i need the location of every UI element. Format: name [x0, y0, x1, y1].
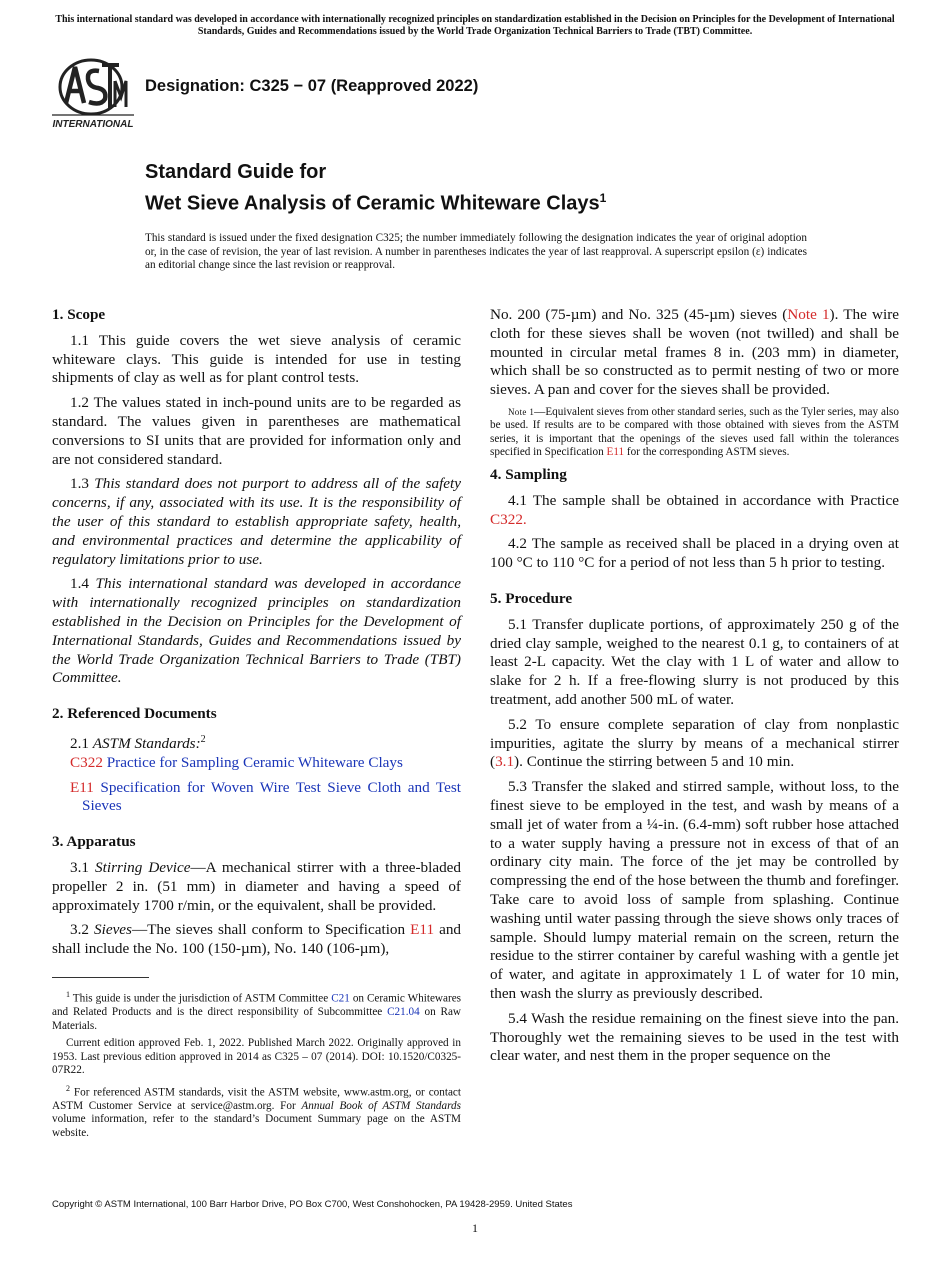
footnote-edition: Current edition approved Feb. 1, 2022. Published March 2022. Originally approved in 1953. Last previous edition approved in 2014 as C325 – 07 (2014). DOI: 10.1520/C0325-07R22.: [52, 1037, 461, 1077]
paragraph-5-2: 5.2 To ensure complete separation of clay from nonplastic impurities, agitate the slurry by means of a mechanical stirrer (3.1). Continue the stirring between 5 and 10 min.: [490, 715, 899, 771]
paragraph-1-3: 1.3 This standard does not purport to address all of the safety concerns, if any, associated with its use. It is the responsibility of the user of this standard to establish appropriate safety, health, and environmental practices and determine the applicability of regulatory limitations prior to use.: [52, 475, 461, 568]
footnote-1: $^1$ This guide is under the jurisdiction of ASTM Committee C21 on Ceramic Whitewares and Related Products and is the direct responsibility of Subcommittee C21.04 on Raw Materials.: [52, 990, 462, 1032]
note-1: Note 1—Equivalent sieves from other standard series, such as the Tyler series, may also be used. If results are to be compared with those obtained with sieves from the ASTM series, it is important that the openings of the sieves used fall within the tolerances specified in Specification E11 for the corresponding ASTM sieves.: [490, 405, 899, 459]
footnotes: [52, 988, 461, 1144]
reference-e11[interactable]: E11 Specification for Woven Wire Test Sieve Cloth and Test Sieves: [70, 778, 461, 815]
left-column: [52, 306, 461, 965]
link-c21-04[interactable]: C21.04: [387, 1006, 420, 1019]
paragraph-1-2: 1.2 The values stated in inch-pound units are to be regarded as standard. The values given in parentheses are mathematical conversions to SI units that are provided for information only and are not considered standard.: [52, 394, 461, 468]
link-c21[interactable]: C21: [331, 992, 350, 1005]
page-title: [145, 159, 606, 217]
paragraph-3-2-part1: 3.2 Sieves—The sieves shall conform to Specification E11 and shall include the No. 100 (150-µm), No. 140 (106-µm),: [52, 921, 462, 958]
section-heading-procedure: 5. Procedure: [490, 589, 573, 607]
designation: Designation: C325 − 07 (Reapproved 2022): [145, 77, 479, 95]
logo-text: INTERNATIONAL: [52, 119, 134, 130]
page-number: 1: [472, 1221, 478, 1235]
reference-c322[interactable]: C322 Practice for Sampling Ceramic Whiteware Clays: [70, 753, 403, 771]
paragraph-4-1: 4.1 The sample shall be obtained in accordance with Practice C322.: [490, 491, 899, 528]
astm-logo-icon: [52, 57, 134, 131]
footnote-rule: [52, 977, 149, 978]
title-line-2: Wet Sieve Analysis of Ceramic Whiteware Clays: [145, 192, 600, 215]
paragraph-5-1: 5.1 Transfer duplicate portions, of approximately 250 g of the dried clay sample, weighed to the nearest 0.1 g, to containers of at least 2-L capacity. Wet the clay with 1 L of water and allow to slake for 2 h. If a free-flowing slurry is not produced by this treatment, add another 500 mL of water.: [490, 615, 899, 708]
top-notice: This international standard was developed in accordance with internationally recognized principles on standardization established in the Decision on Principles for the Development of International Standards, Guides and Recommendations issued by the World Trade Organization Technical Barriers to Trade (TBT) Committee.: [55, 14, 895, 37]
link-e11-note[interactable]: E11: [606, 446, 625, 459]
section-heading-sampling: 4. Sampling: [490, 465, 567, 483]
paragraph-1-1: 1.1 This guide covers the wet sieve analysis of ceramic whiteware clays. This guide is intended for use in testing shipments of clay as well as for plant control tests.: [52, 331, 461, 387]
paragraph-3-1: 3.1 Stirring Device—A mechanical stirrer with a three-bladed propeller 2 in. (51 mm) in diameter and having a speed of approximately 1700 r/min, or the equivalent, shall be provided.: [52, 858, 462, 914]
section-heading-scope: 1. Scope: [52, 306, 106, 323]
issued-note: This standard is issued under the fixed designation C325; the number immediately following the designation indicates the year of original adoption or, in the case of revision, the year of last revision. A number in parentheses indicates the year of last reapproval. A superscript epsilon (ε) indicates an editorial change since the last revision or reapproval.: [145, 232, 807, 271]
paragraph-2-1: 2.1 ASTM Standards:$^2$: [70, 733, 206, 752]
title-line-1: Standard Guide for: [145, 161, 327, 183]
paragraph-5-4: 5.4 Wash the residue remaining on the finest sieve into the pan. Thoroughly wet the remaining sieves to be used in the test with clear water, and nest them in the proper sequence on the: [490, 1009, 899, 1065]
copyright: Copyright © ASTM International, 100 Barr Harbor Drive, PO Box C700, West Conshohocken, PA 19428-2959. United States: [52, 1199, 573, 1210]
paragraph-1-4: 1.4 This international standard was developed in accordance with internationally recognized principles on standardization established in the Decision on Principles for the Development of International Standards, Guides and Recommendations issued by the World Trade Organization Technical Barriers to Trade (TBT) Committee.: [52, 575, 461, 687]
paragraph-4-2: 4.2 The sample as received shall be placed in a drying oven at 100 °C to 110 °C for a period of not less than 5 h prior to testing.: [490, 535, 899, 572]
right-column: [490, 306, 899, 1072]
footnote-2: $^2$ For referenced ASTM standards, visit the ASTM website, www.astm.org, or contact ASTM Customer Service at service@astm.org. For Annual Book of ASTM Standards volume information, refer to the standard’s Document Summary page on the ASTM website.: [52, 1083, 461, 1139]
paragraph-3-2-continued: No. 200 (75-µm) and No. 325 (45-µm) sieves (Note 1). The wire cloth for these sieves shall be woven (not twilled) and shall be mounted in circular metal frames 8 in. (203 mm) in diameter, which shall be so constructed as to permit nesting of two or more sieves. A pan and cover for the sieves shall be provided.: [490, 306, 899, 399]
link-e11[interactable]: E11: [410, 921, 435, 939]
link-3-1[interactable]: 3.1: [495, 753, 515, 771]
link-c322[interactable]: C322.: [490, 510, 527, 528]
title-footnote-ref[interactable]: 1: [599, 191, 607, 205]
link-note-1[interactable]: Note 1: [787, 306, 830, 323]
paragraph-5-3: 5.3 Transfer the slaked and stirred sample, without loss, to the finest sieve to be employed in the test, and wash by means of a small jet of water from a ¼-in. (6.4-mm) soft rubber hose attached to a water supply having a pressure not in excess of that of an ordinary city main. The force of the jet may be controlled by compressing the end of the hose between the thumb and forefinger. Take care to avoid loss of sample from splashing. Continue washing until water passing through the sieve shows only traces of sample. Should lumpy material remain on the screen, return the residue to the stirrer container by careful washing with a gentle jet of water, and agitate in approximately 1 L of water for 10 min, then wash the slurry as previously described.: [490, 778, 899, 1002]
section-heading-apparatus: 3. Apparatus: [52, 833, 136, 851]
section-heading-referenced: 2. Referenced Documents: [52, 705, 217, 723]
